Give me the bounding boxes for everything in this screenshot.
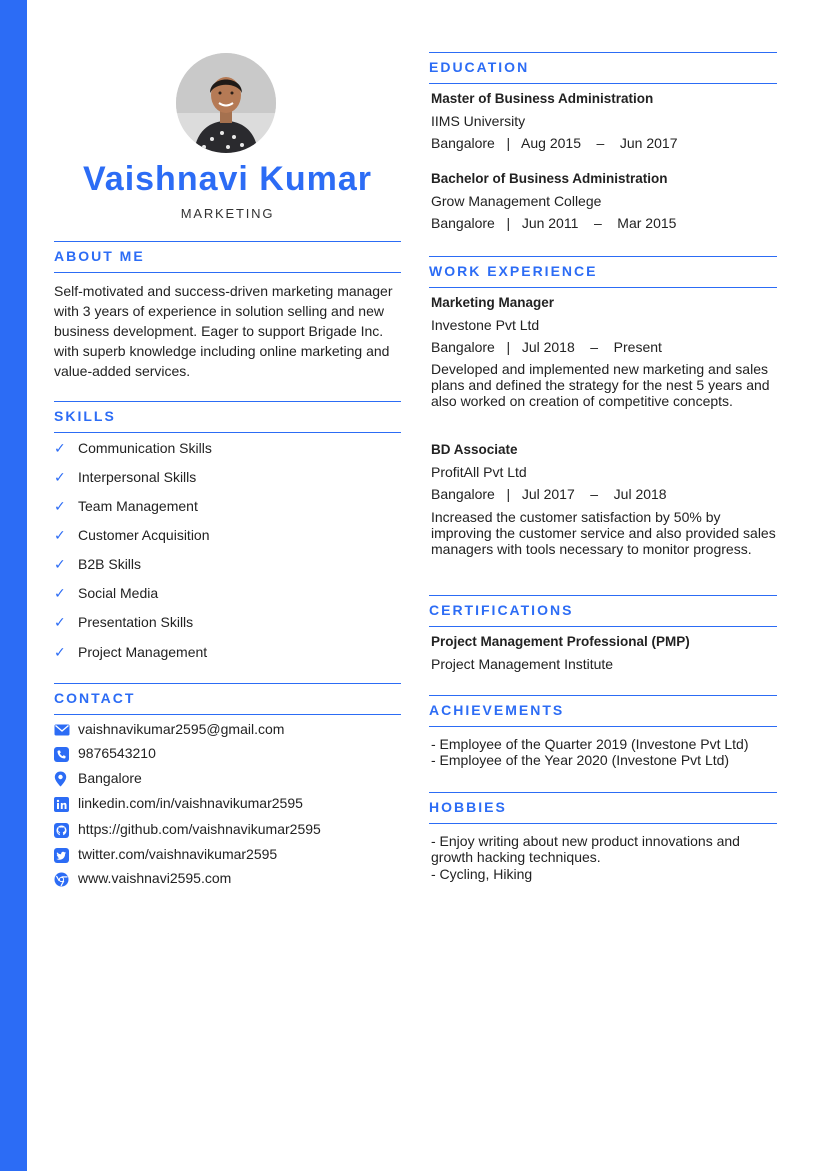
job-description: Developed and implemented new marketing and sales plans and defined the strategy for the nest 5 years and also worked on creation of competitive concepts.: [431, 361, 770, 409]
contact-heading: [54, 683, 401, 715]
education-location-dates: Bangalore | Jun 2011 – Mar 2015: [431, 215, 677, 231]
contact-phone[interactable]: [54, 743, 156, 763]
achievement-item: - Employee of the Year 2020 (Investone Pvt Ltd): [431, 752, 730, 768]
job-location-dates: Bangalore | Jul 2017 – Jul 2018: [431, 486, 667, 502]
hobbies-heading: [429, 792, 777, 824]
job-start: Jul 2017: [521, 486, 575, 502]
education-school: Grow Management College: [431, 193, 602, 209]
education-location: Bangalore: [431, 215, 495, 231]
certification-name: Project Management Professional (PMP): [431, 634, 690, 649]
education-degree: Bachelor of Business Administration: [431, 171, 668, 186]
check-icon: ✓: [54, 556, 66, 572]
achievements-heading: [429, 695, 777, 727]
skill-item: [54, 583, 158, 603]
check-icon: ✓: [54, 585, 66, 601]
candidate-name: Vaishnavi Kumar: [82, 160, 372, 198]
education-start: Aug 2015: [521, 135, 581, 151]
education-heading-text: EDUCATION: [429, 59, 530, 75]
candidate-role: MARKETING: [180, 206, 275, 221]
job-location: Bangalore: [431, 339, 495, 355]
skill-item: [54, 642, 207, 662]
about-text: Self-motivated and success-driven marketing manager with 3 years of experience in solution selling and new business development. Eager to support Brigade Inc. with superb knowledge including online marketing and value-added services.: [54, 283, 393, 379]
accent-sidebar-bar: [0, 0, 27, 1171]
work-heading-text: WORK EXPERIENCE: [429, 263, 598, 279]
job-title: Marketing Manager: [431, 295, 555, 310]
education-end: Jun 2017: [619, 135, 678, 151]
skill-label: Interpersonal Skills: [78, 469, 197, 485]
contact-github[interactable]: [54, 819, 321, 839]
skills-heading: [54, 401, 401, 433]
check-icon: ✓: [54, 440, 66, 456]
skill-item: [54, 496, 198, 516]
achievements-heading-text: ACHIEVEMENTS: [429, 702, 565, 718]
location-icon: [54, 771, 78, 787]
skill-label: Communication Skills: [78, 440, 212, 456]
job-company: ProfitAll Pvt Ltd: [431, 464, 527, 480]
skill-item: [54, 525, 210, 545]
contact-github-text: https://github.com/vaishnavikumar2595: [78, 821, 321, 837]
contact-location: [54, 768, 142, 788]
job-company: Investone Pvt Ltd: [431, 317, 540, 333]
certifications-heading: [429, 595, 777, 627]
certifications-heading-text: CERTIFICATIONS: [429, 602, 574, 618]
contact-twitter-text: twitter.com/vaishnavikumar2595: [78, 846, 278, 862]
contact-location-text: Bangalore: [78, 770, 142, 786]
job-end: Jul 2018: [613, 486, 667, 502]
skill-label: Presentation Skills: [78, 614, 194, 630]
job-description: Increased the customer satisfaction by 50% by improving the customer service and also provided sales managers with tools necessary to monitor progress.: [431, 509, 776, 557]
skill-label: Project Management: [78, 644, 208, 660]
hobbies-heading-text: HOBBIES: [429, 799, 507, 815]
hobby-item: - Cycling, Hiking: [431, 866, 533, 882]
education-degree: Master of Business Administration: [431, 91, 654, 106]
about-heading: [54, 241, 401, 273]
skill-item: [54, 438, 212, 458]
job-title: BD Associate: [431, 442, 518, 457]
job-start: Jul 2018: [521, 339, 575, 355]
twitter-icon: [54, 848, 78, 863]
job-location-dates: Bangalore | Jul 2018 – Present: [431, 339, 662, 355]
work-heading: [429, 256, 777, 288]
achievement-item: - Employee of the Quarter 2019 (Investone Pvt Ltd): [431, 736, 749, 752]
contact-website[interactable]: [54, 868, 231, 888]
skill-label: Customer Acquisition: [78, 527, 210, 543]
contact-email-text: vaishnavikumar2595@gmail.com: [78, 721, 285, 737]
job-location: Bangalore: [431, 486, 495, 502]
skills-heading-text: SKILLS: [54, 408, 116, 424]
hobby-item: - Enjoy writing about new product innovations and growth hacking techniques.: [431, 833, 740, 865]
skill-label: Team Management: [78, 498, 198, 514]
skill-item: [54, 467, 196, 487]
check-icon: ✓: [54, 469, 66, 485]
skill-label: Social Media: [78, 585, 159, 601]
contact-twitter[interactable]: [54, 844, 277, 864]
contact-phone-text: 9876543210: [78, 745, 156, 761]
check-icon: ✓: [54, 527, 66, 543]
skill-item: [54, 554, 141, 574]
contact-linkedin[interactable]: [54, 793, 303, 813]
phone-icon: [54, 747, 78, 762]
check-icon: ✓: [54, 498, 66, 514]
about-heading-text: ABOUT ME: [54, 248, 145, 264]
contact-linkedin-text: linkedin.com/in/vaishnavikumar2595: [78, 795, 303, 811]
job-end: Present: [613, 339, 662, 355]
check-icon: ✓: [54, 644, 66, 660]
skill-item: [54, 612, 193, 632]
education-heading: [429, 52, 777, 84]
email-icon: [54, 724, 78, 736]
contact-email[interactable]: [54, 719, 284, 739]
skill-label: B2B Skills: [78, 556, 142, 572]
education-end: Mar 2015: [617, 215, 677, 231]
profile-photo: [176, 53, 276, 153]
education-school: IIMS University: [431, 113, 526, 129]
contact-website-text: www.vaishnavi2595.com: [78, 870, 232, 886]
check-icon: ✓: [54, 614, 66, 630]
github-icon: [54, 823, 78, 838]
contact-heading-text: CONTACT: [54, 690, 136, 706]
education-location: Bangalore: [431, 135, 495, 151]
linkedin-icon: [54, 797, 78, 812]
education-start: Jun 2011: [521, 215, 579, 231]
education-location-dates: Bangalore | Aug 2015 – Jun 2017: [431, 135, 678, 151]
globe-icon: [54, 872, 78, 887]
certification-issuer: Project Management Institute: [431, 656, 614, 672]
